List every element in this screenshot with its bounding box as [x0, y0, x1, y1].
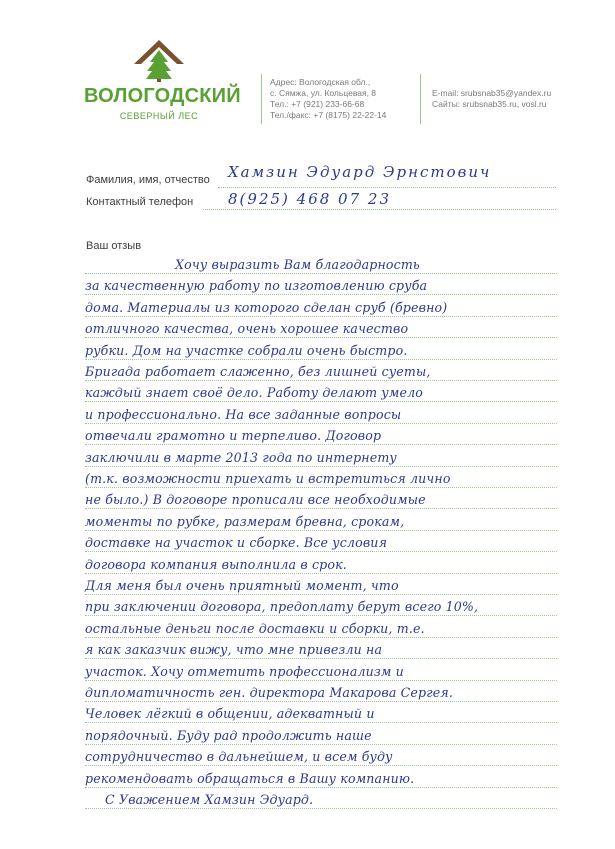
review-guide-line [85, 765, 557, 766]
phone-label: Контактный телефон [86, 196, 194, 208]
review-guide-line [85, 615, 557, 616]
review-guide-line [85, 508, 557, 509]
review-line-text: доставке на участок и сборке. Все условия [85, 535, 388, 550]
sites-line: Сайты: srubsnab35.ru, vosl.ru [432, 99, 547, 109]
review-guide-line [85, 658, 557, 659]
web-block [432, 88, 551, 110]
review-line-text: при заключении договора, предоплату берут всего 10%, [85, 599, 479, 614]
header-divider [261, 74, 262, 124]
review-line-text: моменты по рубке, размерам бревна, срокам, [85, 514, 405, 529]
review-guide-line [85, 294, 557, 295]
review-line-text: Человек лёгкий в общении, адекватный и [85, 706, 375, 721]
review-guide-line [85, 637, 557, 638]
logo-title: ВОЛОГОДСКИЙ [84, 85, 241, 107]
review-guide-line [85, 787, 557, 788]
address-line: Адрес: Вологодская обл., [270, 77, 371, 87]
review-line-text: порядочный. Буду рад продолжить наше [85, 728, 372, 743]
review-line-text: не было.) В договоре прописали все необходимые [85, 492, 426, 507]
review-line-text: остальные деньги после доставки и сборки, т.е. [85, 621, 425, 636]
company-logo [84, 38, 241, 130]
review-line-text: (т.к. возможности приехать и встретиться лично [85, 471, 451, 486]
review-line-text: заключили в марте 2013 года по интернету [85, 450, 397, 465]
review-guide-line [85, 316, 557, 317]
logo-subtitle: СЕВЕРНЫЙ ЛЕС [119, 111, 199, 121]
review-line-text: за качественную работу по изготовлению сруба [85, 278, 428, 293]
review-line-text: отличного качества, очень хорошее качество [85, 321, 409, 336]
review-line-text: Для меня был очень приятный момент, что [85, 578, 399, 593]
review-line-text: и профессионально. На все заданные вопросы [85, 407, 402, 422]
name-label: Фамилия, имя, отчество [86, 174, 210, 186]
review-guide-line [85, 573, 557, 574]
review-line-text: я как заказчик вижу, что мне привезли на [85, 642, 383, 657]
review-guide-line [85, 551, 557, 552]
review-guide-line [85, 359, 557, 360]
phone-underline [203, 209, 556, 210]
review-line-text: участок. Хочу отметить профессионализм и [85, 664, 404, 679]
review-line-text: рубки. Дом на участке собрали очень быстро. [85, 343, 408, 358]
phone-value: 8(925) 468 07 23 [228, 190, 391, 208]
review-line-text: дипломатичность ген. директора Макарова Сергея. [85, 685, 453, 700]
review-guide-line [85, 722, 557, 723]
name-value: Хамзин Эдуард Эрнстович [228, 163, 492, 181]
review-line-text: отвечали грамотно и терпеливо. Договор [85, 428, 382, 443]
review-guide-line [85, 487, 557, 488]
review-line-text: Бригада работает слаженно, без лишней суеты, [85, 364, 431, 379]
review-line-text: Хочу выразить Вам благодарность [175, 257, 420, 272]
review-guide-line [85, 530, 557, 531]
name-underline [218, 187, 556, 188]
review-line-text: дома. Материалы из которого сделан сруб (бревно) [85, 300, 448, 315]
fax-line: Тел./факс: +7 (8175) 22-22-14 [270, 110, 387, 120]
review-guide-line [85, 808, 557, 809]
review-guide-line [85, 423, 557, 424]
address-line: с. Сямжа, ул. Кольцевая, 8 [270, 88, 377, 98]
review-guide-line [85, 337, 557, 338]
review-guide-line [85, 444, 557, 445]
review-guide-line [85, 680, 557, 681]
review-guide-line [85, 701, 557, 702]
phone-line: Тел.: +7 (921) 233-66-68 [270, 99, 365, 109]
address-block [270, 77, 386, 121]
review-label: Ваш отзыв [86, 240, 142, 252]
review-guide-line [85, 466, 557, 467]
review-guide-line [85, 744, 557, 745]
review-line-text: С Уважением Хамзин Эдуард. [105, 792, 314, 807]
header-divider [420, 74, 421, 124]
review-guide-line [85, 401, 557, 402]
email-line: E-mail: srubsnab35@yandex.ru [432, 88, 552, 98]
review-line-text: сотрудничество в дальнейшем, и всем буду [85, 749, 393, 764]
review-line-text: рекомендовать обращаться в Вашу компанию. [85, 771, 415, 786]
review-line-text: каждый знает своё дело. Работу делают умело [85, 385, 423, 400]
review-guide-line [85, 380, 557, 381]
house-tree-icon [130, 38, 188, 82]
review-line-text: договора компания выполнила в срок. [85, 557, 347, 572]
review-guide-line [85, 594, 557, 595]
review-guide-line [85, 273, 557, 274]
